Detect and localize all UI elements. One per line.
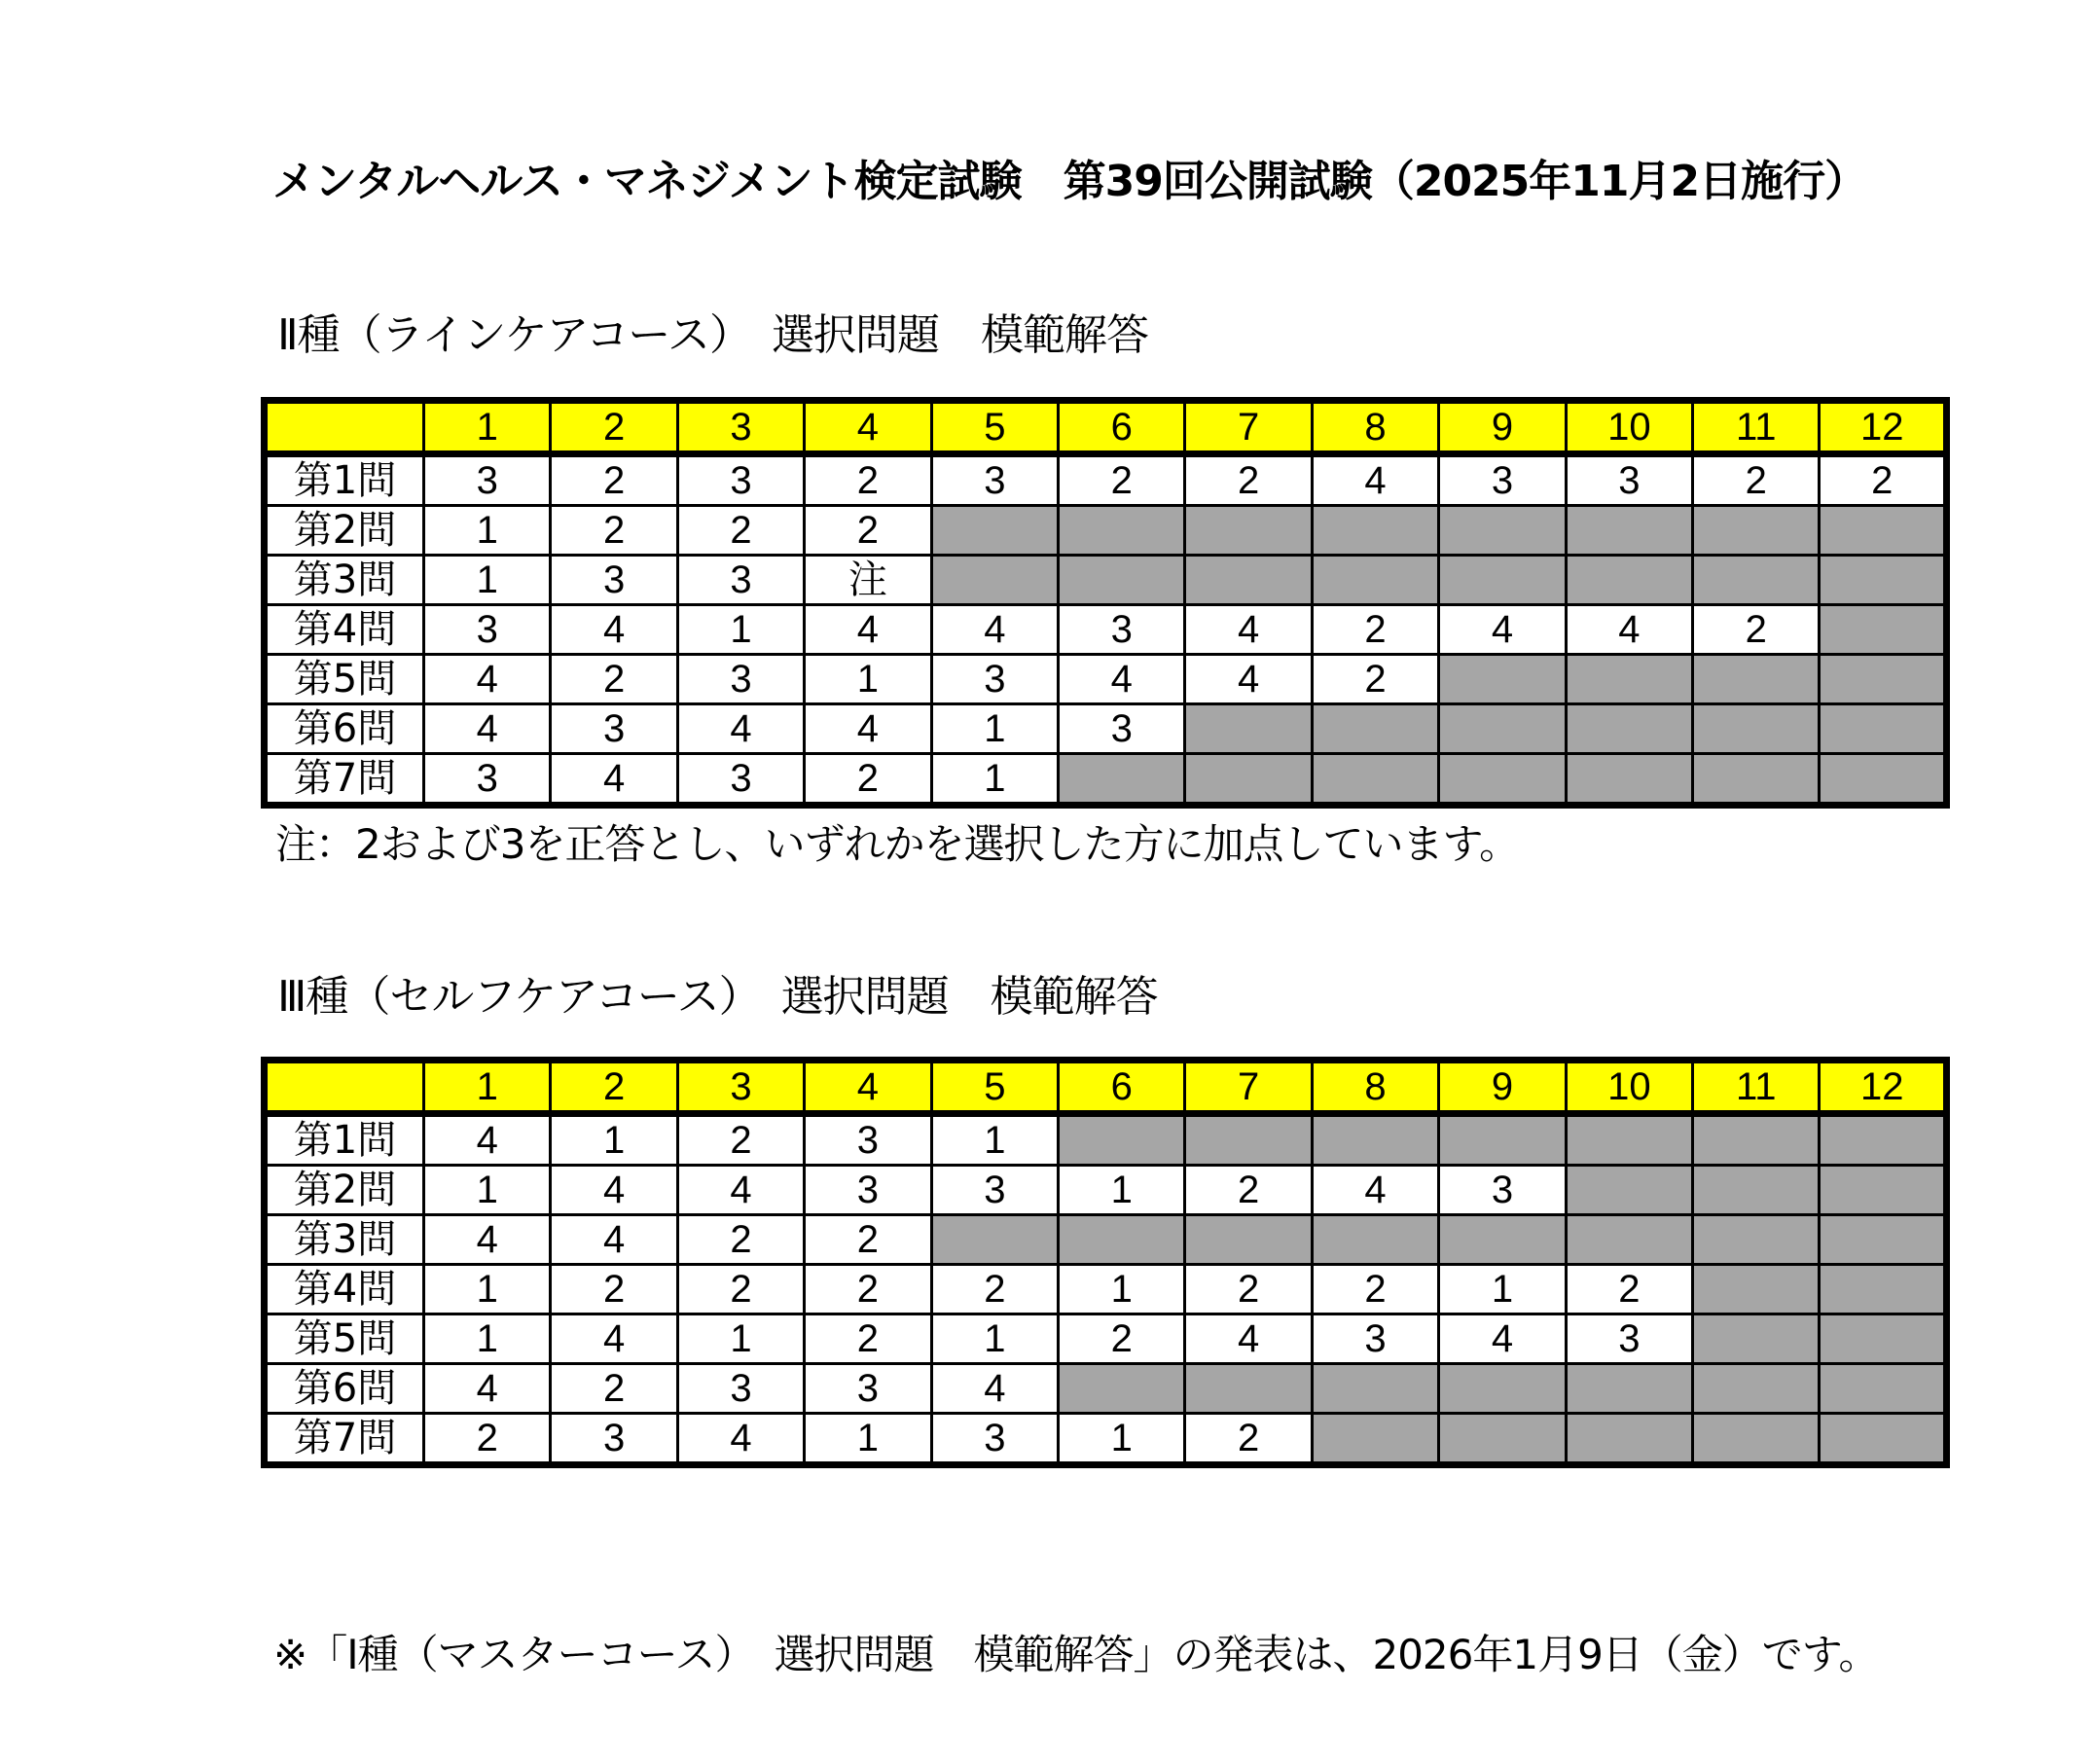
answer-cell: 3 (1439, 1166, 1566, 1215)
column-header: 6 (1059, 401, 1185, 454)
table-header-row (265, 1061, 1947, 1114)
empty-cell (1820, 1414, 1947, 1465)
empty-cell (1566, 506, 1692, 556)
answer-cell: 4 (1439, 1314, 1566, 1364)
question-label: 第1問 (265, 454, 424, 506)
column-header: 1 (424, 1061, 551, 1114)
column-header: 2 (551, 1061, 677, 1114)
answer-cell: 2 (677, 506, 804, 556)
empty-cell (1185, 506, 1312, 556)
empty-cell (1820, 1215, 1947, 1265)
table-row (265, 1364, 1947, 1414)
answer-cell: 2 (1185, 1166, 1312, 1215)
section3-heading: Ⅲ種（セルフケアコース） 選択問題 模範解答 (277, 972, 1158, 1022)
footer-note: ※「Ⅰ種（マスターコース） 選択問題 模範解答」の発表は、2026年1月9日（金）です。 (273, 1631, 1879, 1678)
empty-cell (1820, 1314, 1947, 1364)
answer-cell: 1 (424, 506, 551, 556)
answer-cell: 3 (424, 605, 551, 655)
answer-cell: 1 (424, 556, 551, 605)
answer-cell: 2 (805, 454, 931, 506)
answer-cell: 2 (551, 1265, 677, 1314)
empty-cell (1185, 556, 1312, 605)
empty-cell (1820, 704, 1947, 754)
empty-cell (1312, 1414, 1438, 1465)
empty-cell (1312, 556, 1438, 605)
answer-cell: 2 (1185, 1265, 1312, 1314)
answer-cell: 4 (1185, 605, 1312, 655)
column-header: 10 (1566, 401, 1692, 454)
answer-cell: 2 (1312, 605, 1438, 655)
answer-cell: 4 (551, 754, 677, 806)
answer-cell: 3 (1439, 454, 1566, 506)
empty-cell (1693, 655, 1820, 704)
column-header: 3 (677, 401, 804, 454)
column-header: 5 (931, 401, 1058, 454)
column-header: 7 (1185, 401, 1312, 454)
empty-cell (1820, 754, 1947, 806)
empty-cell (1312, 1114, 1438, 1166)
empty-cell (1820, 1166, 1947, 1215)
column-header: 11 (1693, 1061, 1820, 1114)
answer-cell: 2 (677, 1114, 804, 1166)
empty-cell (1693, 1314, 1820, 1364)
empty-cell (1059, 1215, 1185, 1265)
question-label: 第3問 (265, 1215, 424, 1265)
page-title: メンタルヘルス・マネジメント検定試験 第39回公開試験（2025年11月2日施行） (272, 157, 1867, 206)
empty-cell (1566, 1414, 1692, 1465)
empty-cell (1312, 754, 1438, 806)
answer-cell: 4 (551, 1166, 677, 1215)
table-row (265, 1314, 1947, 1364)
column-header: 10 (1566, 1061, 1692, 1114)
answer-cell: 3 (677, 1364, 804, 1414)
answer-cell: 2 (424, 1414, 551, 1465)
answer-cell: 1 (677, 1314, 804, 1364)
table-row (265, 704, 1947, 754)
answer-cell: 1 (551, 1114, 677, 1166)
answer-cell: 3 (805, 1114, 931, 1166)
empty-cell (1312, 506, 1438, 556)
empty-cell (1693, 1364, 1820, 1414)
table-row (265, 556, 1947, 605)
table-row (265, 754, 1947, 806)
question-label: 第2問 (265, 1166, 424, 1215)
section2-footnote: 注：2および3を正答とし、いずれかを選択した方に加点しています。 (275, 820, 1520, 868)
answer-cell: 3 (551, 1414, 677, 1465)
column-header: 8 (1312, 1061, 1438, 1114)
answer-cell: 1 (805, 655, 931, 704)
answer-cell: 4 (1312, 454, 1438, 506)
table-row (265, 1166, 1947, 1215)
answer-cell: 2 (1693, 605, 1820, 655)
answer-cell: 2 (1059, 454, 1185, 506)
answer-cell: 4 (805, 704, 931, 754)
empty-cell (1185, 704, 1312, 754)
column-header: 3 (677, 1061, 804, 1114)
empty-cell (1185, 1114, 1312, 1166)
empty-cell (1566, 1114, 1692, 1166)
answer-cell: 3 (805, 1364, 931, 1414)
answer-cell: 3 (931, 1166, 1058, 1215)
answer-cell: 2 (1185, 454, 1312, 506)
answer-cell: 1 (931, 704, 1058, 754)
answer-cell: 3 (677, 655, 804, 704)
empty-cell (1439, 1114, 1566, 1166)
answer-cell: 2 (551, 655, 677, 704)
answer-cell: 3 (1059, 704, 1185, 754)
empty-cell (1820, 556, 1947, 605)
empty-cell (1566, 1166, 1692, 1215)
empty-cell (1693, 754, 1820, 806)
empty-cell (1439, 655, 1566, 704)
answer-cell: 4 (931, 1364, 1058, 1414)
empty-cell (1693, 1265, 1820, 1314)
empty-cell (1439, 1414, 1566, 1465)
answer-cell: 4 (677, 704, 804, 754)
answer-cell: 4 (1312, 1166, 1438, 1215)
section2-answer-table (261, 397, 1950, 809)
question-label: 第4問 (265, 605, 424, 655)
question-label: 第5問 (265, 655, 424, 704)
answer-cell: 4 (677, 1414, 804, 1465)
empty-cell (1693, 1414, 1820, 1465)
answer-cell: 4 (931, 605, 1058, 655)
empty-cell (1439, 704, 1566, 754)
column-header: 1 (424, 401, 551, 454)
question-label: 第1問 (265, 1114, 424, 1166)
empty-cell (1693, 506, 1820, 556)
answer-cell: 1 (1439, 1265, 1566, 1314)
answer-cell: 1 (931, 1314, 1058, 1364)
answer-cell: 1 (931, 754, 1058, 806)
answer-cell: 3 (1059, 605, 1185, 655)
answer-cell: 4 (1439, 605, 1566, 655)
answer-cell: 3 (677, 556, 804, 605)
empty-cell (1820, 655, 1947, 704)
empty-cell (1439, 1364, 1566, 1414)
table-row (265, 1265, 1947, 1314)
answer-cell: 3 (677, 754, 804, 806)
column-header: 11 (1693, 401, 1820, 454)
empty-cell (1566, 1215, 1692, 1265)
answer-cell: 4 (677, 1166, 804, 1215)
answer-cell: 3 (424, 454, 551, 506)
column-header: 9 (1439, 1061, 1566, 1114)
table-row (265, 605, 1947, 655)
answer-cell: 3 (931, 655, 1058, 704)
answer-cell: 2 (1059, 1314, 1185, 1364)
table-row (265, 1114, 1947, 1166)
answer-cell: 1 (1059, 1166, 1185, 1215)
header-corner-cell (265, 401, 424, 454)
answer-cell: 4 (424, 1215, 551, 1265)
answer-cell: 1 (1059, 1265, 1185, 1314)
answer-cell: 1 (677, 605, 804, 655)
empty-cell (1820, 506, 1947, 556)
answer-cell: 3 (931, 454, 1058, 506)
answer-cell: 4 (551, 1215, 677, 1265)
answer-cell: 4 (424, 704, 551, 754)
answer-cell: 3 (551, 556, 677, 605)
table-row (265, 506, 1947, 556)
answer-cell: 3 (805, 1166, 931, 1215)
empty-cell (931, 506, 1058, 556)
empty-cell (1312, 1215, 1438, 1265)
empty-cell (931, 1215, 1058, 1265)
answer-cell: 1 (424, 1265, 551, 1314)
empty-cell (1185, 1364, 1312, 1414)
answer-cell: 2 (931, 1265, 1058, 1314)
column-header: 4 (805, 1061, 931, 1114)
question-label: 第7問 (265, 754, 424, 806)
empty-cell (1820, 1114, 1947, 1166)
answer-cell: 1 (424, 1314, 551, 1364)
answer-cell: 2 (677, 1265, 804, 1314)
empty-cell (1059, 754, 1185, 806)
answer-cell: 2 (805, 1314, 931, 1364)
empty-cell (1693, 556, 1820, 605)
answer-cell: 3 (1566, 454, 1692, 506)
question-label: 第4問 (265, 1265, 424, 1314)
answer-cell: 4 (424, 655, 551, 704)
empty-cell (1439, 506, 1566, 556)
table-row (265, 1414, 1947, 1465)
empty-cell (931, 556, 1058, 605)
answer-cell: 4 (1059, 655, 1185, 704)
answer-cell: 3 (1312, 1314, 1438, 1364)
question-label: 第2問 (265, 506, 424, 556)
empty-cell (1820, 1265, 1947, 1314)
answer-cell: 3 (1566, 1314, 1692, 1364)
answer-cell: 2 (805, 1215, 931, 1265)
answer-cell: 2 (805, 506, 931, 556)
answer-cell: 2 (551, 454, 677, 506)
empty-cell (1439, 1215, 1566, 1265)
answer-cell: 4 (1185, 655, 1312, 704)
column-header: 6 (1059, 1061, 1185, 1114)
question-label: 第5問 (265, 1314, 424, 1364)
answer-cell: 2 (1312, 655, 1438, 704)
answer-cell: 2 (805, 754, 931, 806)
section2-heading: Ⅱ種（ラインケアコース） 選択問題 模範解答 (277, 310, 1149, 360)
answer-cell: 1 (1059, 1414, 1185, 1465)
answer-cell: 4 (551, 605, 677, 655)
empty-cell (1185, 754, 1312, 806)
answer-cell: 1 (805, 1414, 931, 1465)
empty-cell (1185, 1215, 1312, 1265)
answer-cell: 2 (1185, 1414, 1312, 1465)
answer-cell: 2 (805, 1265, 931, 1314)
column-header: 7 (1185, 1061, 1312, 1114)
table-header-row (265, 401, 1947, 454)
empty-cell (1059, 506, 1185, 556)
answer-cell: 4 (1566, 605, 1692, 655)
answer-cell: 2 (551, 506, 677, 556)
question-label: 第6問 (265, 704, 424, 754)
question-label: 第3問 (265, 556, 424, 605)
answer-cell: 2 (1566, 1265, 1692, 1314)
section3-answer-table (261, 1057, 1950, 1468)
empty-cell (1566, 655, 1692, 704)
answer-cell: 4 (805, 605, 931, 655)
empty-cell (1693, 704, 1820, 754)
column-header: 8 (1312, 401, 1438, 454)
empty-cell (1312, 704, 1438, 754)
answer-cell: 4 (424, 1364, 551, 1414)
empty-cell (1059, 1114, 1185, 1166)
empty-cell (1439, 556, 1566, 605)
answer-cell: 3 (424, 754, 551, 806)
answer-cell: 3 (931, 1414, 1058, 1465)
table-row (265, 454, 1947, 506)
empty-cell (1820, 1364, 1947, 1414)
empty-cell (1312, 1364, 1438, 1414)
answer-cell: 3 (677, 454, 804, 506)
empty-cell (1820, 605, 1947, 655)
answer-cell: 2 (1820, 454, 1947, 506)
column-header: 12 (1820, 401, 1947, 454)
empty-cell (1566, 556, 1692, 605)
answer-cell: 注 (805, 556, 931, 605)
empty-cell (1566, 754, 1692, 806)
answer-cell: 4 (424, 1114, 551, 1166)
column-header: 9 (1439, 401, 1566, 454)
empty-cell (1693, 1215, 1820, 1265)
empty-cell (1566, 704, 1692, 754)
answer-cell: 1 (931, 1114, 1058, 1166)
answer-cell: 2 (1693, 454, 1820, 506)
empty-cell (1059, 1364, 1185, 1414)
column-header: 12 (1820, 1061, 1947, 1114)
column-header: 2 (551, 401, 677, 454)
column-header: 5 (931, 1061, 1058, 1114)
answer-cell: 2 (551, 1364, 677, 1414)
table-row (265, 1215, 1947, 1265)
header-corner-cell (265, 1061, 424, 1114)
empty-cell (1693, 1166, 1820, 1215)
answer-cell: 4 (1185, 1314, 1312, 1364)
answer-cell: 4 (551, 1314, 677, 1364)
empty-cell (1439, 754, 1566, 806)
answer-cell: 2 (1312, 1265, 1438, 1314)
table-row (265, 655, 1947, 704)
answer-cell: 3 (551, 704, 677, 754)
question-label: 第7問 (265, 1414, 424, 1465)
answer-cell: 2 (677, 1215, 804, 1265)
empty-cell (1059, 556, 1185, 605)
answer-cell: 1 (424, 1166, 551, 1215)
empty-cell (1693, 1114, 1820, 1166)
question-label: 第6問 (265, 1364, 424, 1414)
column-header: 4 (805, 401, 931, 454)
empty-cell (1566, 1364, 1692, 1414)
